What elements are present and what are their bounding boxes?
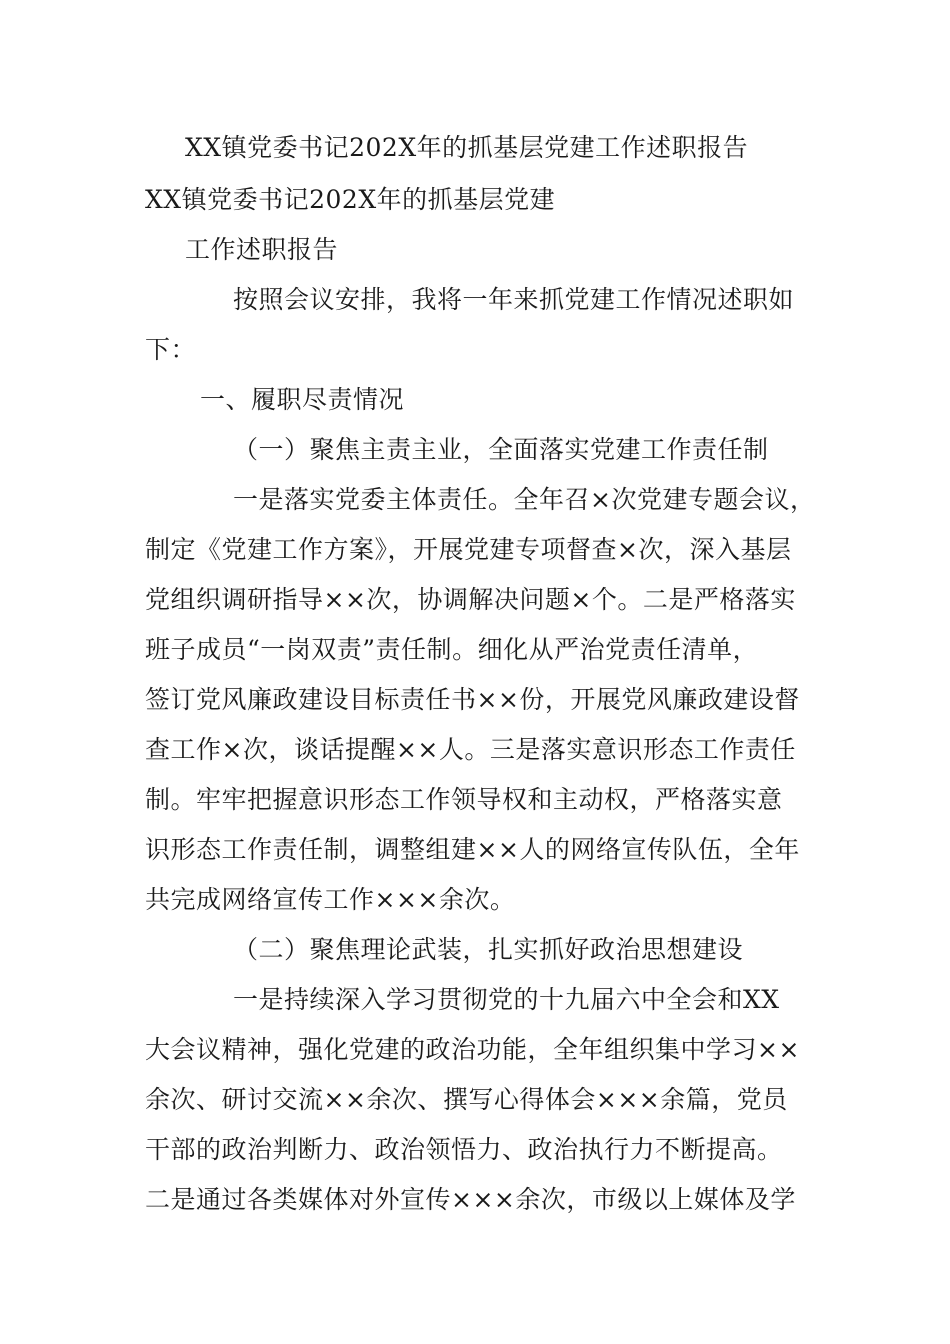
paragraph-1-line: 制。牢牢把握意识形态工作领导权和主动权，严格落实意 xyxy=(145,785,783,814)
paragraph-1-line: 制定《党建工作方案》，开展党建专项督查×次，深入基层 xyxy=(145,535,792,564)
paragraph-1-line: 签订党风廉政建设目标责任书××份，开展党风廉政建设督 xyxy=(145,685,800,714)
paragraph-1-line: 识形态工作责任制，调整组建××人的网络宣传队伍，全年 xyxy=(145,835,800,864)
intro-line-1: 按照会议安排，我将一年来抓党建工作情况述职如 xyxy=(233,285,795,314)
paragraph-1-line: 查工作×次，谈话提醒××人。三是落实意识形态工作责任 xyxy=(145,735,796,764)
paragraph-2-line: 余次、研讨交流××余次、撰写心得体会×××余篇，党员 xyxy=(145,1085,788,1114)
subsection-heading-1: （一）聚焦主责主业，全面落实党建工作责任制 xyxy=(233,435,769,464)
paragraph-1-line: 一是落实党委主体责任。全年召×次党建专题会议， xyxy=(233,485,816,514)
paragraph-2-line: 一是持续深入学习贯彻党的十九届六中全会和XX xyxy=(233,985,780,1014)
paragraph-2-line: 大会议精神，强化党建的政治功能，全年组织集中学习×× xyxy=(145,1035,800,1064)
document-subtitle-line-2: 工作述职报告 xyxy=(185,235,339,264)
paragraph-1-line: 班子成员“一岗双责”责任制。细化从严治党责任清单， xyxy=(145,635,759,664)
intro-line-2: 下： xyxy=(145,335,197,364)
document-title: XX镇党委书记202X年的抓基层党建工作述职报告 xyxy=(185,133,749,162)
section-heading-1: 一、履职尽责情况 xyxy=(200,385,405,414)
paragraph-2-line: 干部的政治判断力、政治领悟力、政治执行力不断提高。 xyxy=(145,1135,783,1164)
paragraph-2-line: 二是通过各类媒体对外宣传×××余次，市级以上媒体及学 xyxy=(145,1185,796,1214)
document-subtitle-line-1: XX镇党委书记202X年的抓基层党建 xyxy=(145,185,556,214)
paragraph-1-line: 共完成网络宣传工作×××余次。 xyxy=(145,885,516,914)
paragraph-1-line: 党组织调研指导××次，协调解决问题×个。二是严格落实 xyxy=(145,585,796,614)
subsection-heading-2: （二）聚焦理论武装，扎实抓好政治思想建设 xyxy=(233,935,744,964)
